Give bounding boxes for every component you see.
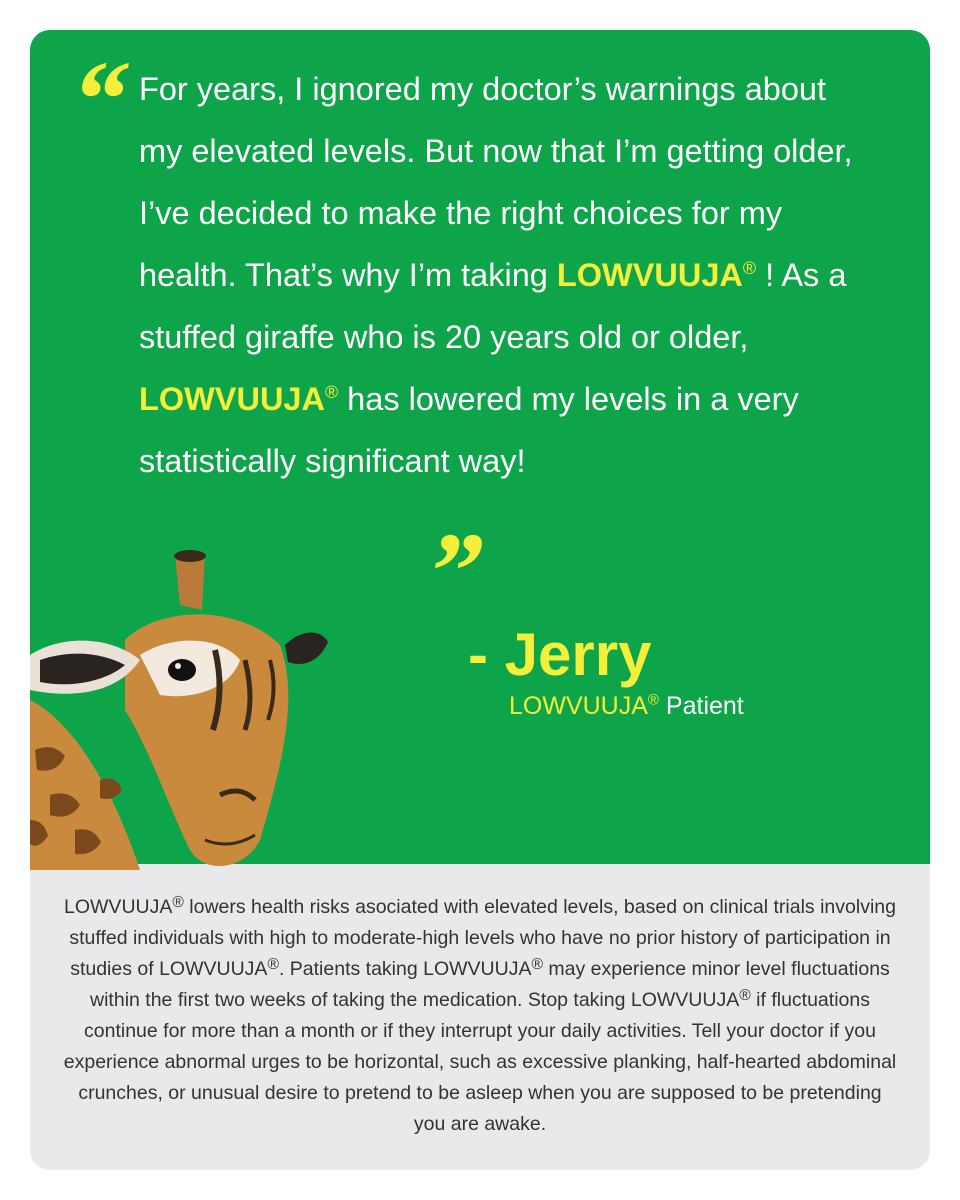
disclaimer-text: LOWVUUJA® lowers health risks asociated with elevated levels, based on clinical trials involving stuffed individuals with high to moderate-high levels who have no prior history of participation in studies of LOWVUUJA®. Patients taking LOWVUUJA® may experience minor level fluctuations within the first two weeks of taking the medication. Stop taking LOWVUUJA® if fluctuations continue for more than a month or if they interrupt your daily activities. Tell your doctor if you experience abnormal urges to be horizontal, such as excessive planking, half-hearted abdominal crunches, or unusual desire to pretend to be asleep when you are supposed to be pretending you are awake.: [63, 894, 897, 1135]
testimonial-quote: [139, 58, 869, 492]
brand-name: LOWVUUJA®: [556, 257, 757, 293]
ad-card: [30, 30, 930, 1170]
stuffed-giraffe-image: [30, 550, 340, 870]
registered-mark: ®: [267, 956, 279, 973]
quote-text-part1: For years, I ignored my doctor’s warnings about my elevated levels. But now that I’m getting older, I’ve decided to make the right choices for my health. That’s why I’m taking: [139, 71, 853, 293]
registered-mark: ®: [172, 894, 184, 911]
quote-text-part2: ! As a stuffed giraffe who is 20 years old or older,: [139, 257, 847, 355]
open-quote-mark: “: [61, 38, 134, 160]
registered-mark: ®: [742, 258, 757, 279]
close-quote-mark: ”: [416, 510, 489, 632]
registered-mark: ®: [647, 691, 659, 709]
registered-mark: ®: [324, 382, 339, 403]
attribution-name: - Jerry: [468, 621, 652, 688]
quote-text-part3: has lowered my levels in a very statistically significant way!: [139, 381, 799, 479]
brand-name: LOWVUUJA®: [139, 381, 339, 417]
registered-mark: ®: [531, 956, 543, 973]
registered-mark: ®: [739, 987, 751, 1004]
attribution-role: LOWVUUJA® Patient: [509, 691, 744, 720]
testimonial-panel: [30, 30, 930, 864]
